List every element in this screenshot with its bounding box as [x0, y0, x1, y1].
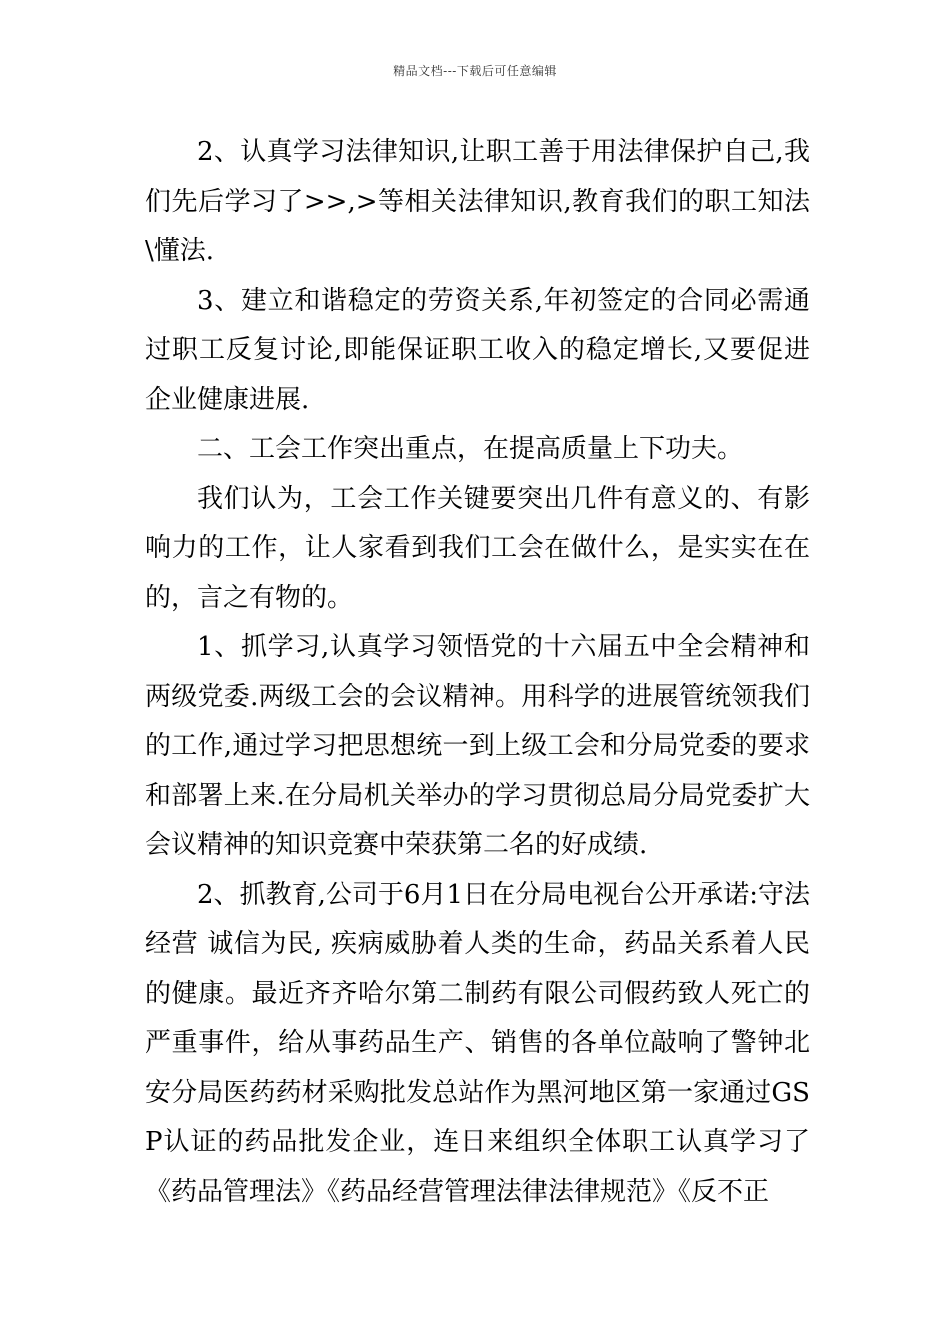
section-heading: 二、工会工作突出重点，在提高质量上下功夫。	[197, 434, 744, 464]
page-header: 精品文档---下载后可任意编辑	[393, 64, 557, 78]
paragraph-1: 2、认真学习法律知识,让职工善于用法律保护自己,我们先后学习了>>,>等相关法律知识,教育我们的职工知法\懂法.	[145, 137, 810, 266]
paragraph-5: 2、抓教育,公司于6月1日在分局电视台公开承诺:守法经营 诚信为民, 疾病威胁着人类的生命，药品关系着人民的健康。最近齐齐哈尔第二制药有限公司假药致人死亡的严重事件，给从事药品生产、销售的各单位敲响了警钟北安分局医药药材采购批发总站作为黑河地区第一家通过GSP认证的药品批发企业，连日来组织全体职工认真学习了《药品管理法》《药品经营管理法律法律规范》《反不正	[145, 879, 810, 1207]
document-body	[145, 128, 810, 1217]
paragraph-2: 3、建立和谐稳定的劳资关系,年初签定的合同必需通过职工反复讨论,即能保证职工收入的稳定增长,又要促进企业健康进展.	[145, 285, 810, 415]
paragraph-3: 我们认为，工会工作关键要突出几件有意义的、有影响力的工作，让人家看到我们工会在做什么，是实实在在的，言之有物的。	[145, 483, 810, 613]
paragraph-4: 1、抓学习,认真学习领悟党的十六届五中全会精神和两级党委.两级工会的会议精神。用科学的进展管统领我们的工作,通过学习把思想统一到上级工会和分局党委的要求和部署上来.在分局机关举办的学习贯彻总局分局党委扩大会议精神的知识竞赛中荣获第二名的好成绩.	[145, 632, 810, 860]
